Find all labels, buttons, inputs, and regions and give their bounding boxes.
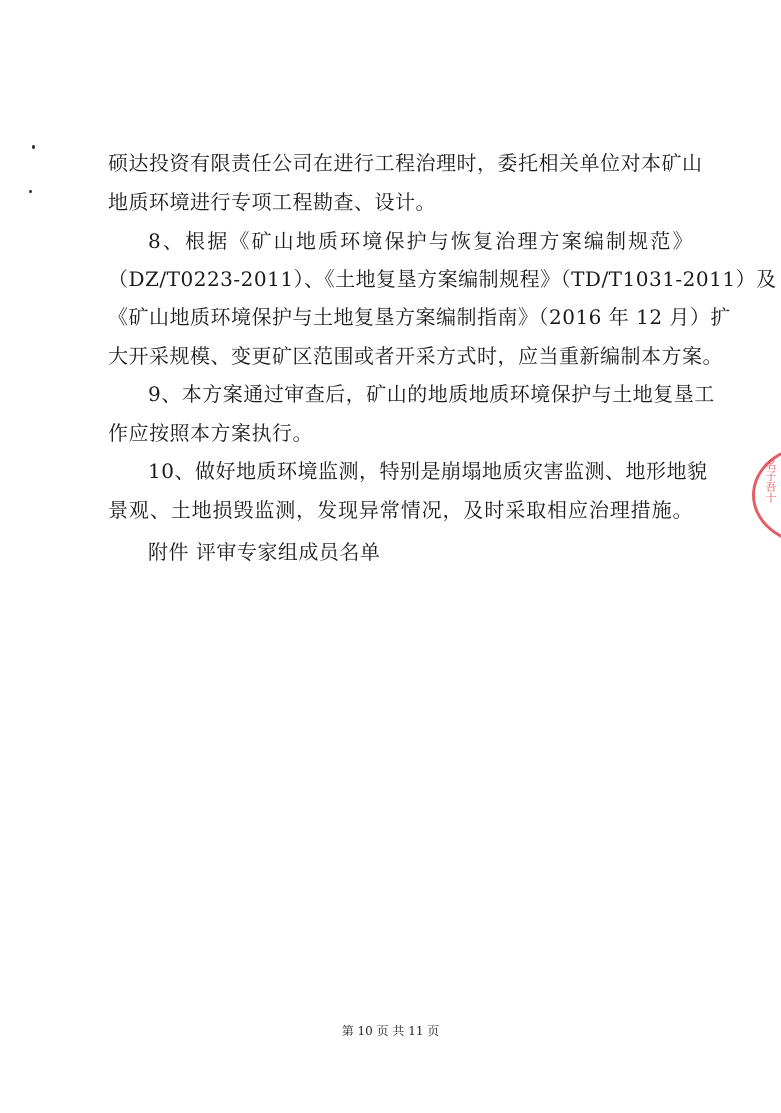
paragraph-7-line-1: 硕达投资有限责任公司在进行工程治理时，委托相关单位对本矿山	[108, 151, 703, 175]
paragraph-8-line-2: （DZ/T0223-2011）、《土地复垦方案编制规程》（TD/T1031-2011）及	[108, 267, 777, 291]
attachment-note: 附件 评审专家组成员名单	[148, 540, 381, 564]
seal-text: 名子吾十	[764, 459, 777, 503]
scan-speck	[32, 145, 35, 149]
paragraph-7-line-2: 地质环境进行专项工程勘查、设计。	[108, 190, 436, 214]
official-seal	[752, 445, 781, 545]
paragraph-8-line-3: 《矿山地质环境保护与土地复垦方案编制指南》（2016 年 12 月）扩	[108, 305, 731, 329]
scan-speck	[29, 190, 32, 193]
paragraph-9-line-1: 9、本方案通过审查后，矿山的地质地质环境保护与土地复垦工	[148, 382, 715, 406]
paragraph-8-line-1: 8、根据《矿山地质环境保护与恢复治理方案编制规范》	[148, 229, 693, 253]
paragraph-9-line-2: 作应按照本方案执行。	[108, 421, 313, 445]
paragraph-10-line-2: 景观、土地损毁监测，发现异常情况，及时采取相应治理措施。	[108, 498, 693, 522]
paragraph-10-line-1: 10、做好地质环境监测，特别是崩塌地质灾害监测、地形地貌	[148, 459, 708, 483]
paragraph-8-line-4: 大开采规模、变更矿区范围或者开采方式时，应当重新编制本方案。	[108, 344, 723, 368]
page-footer: 第 10 页 共 11 页	[341, 1024, 440, 1038]
